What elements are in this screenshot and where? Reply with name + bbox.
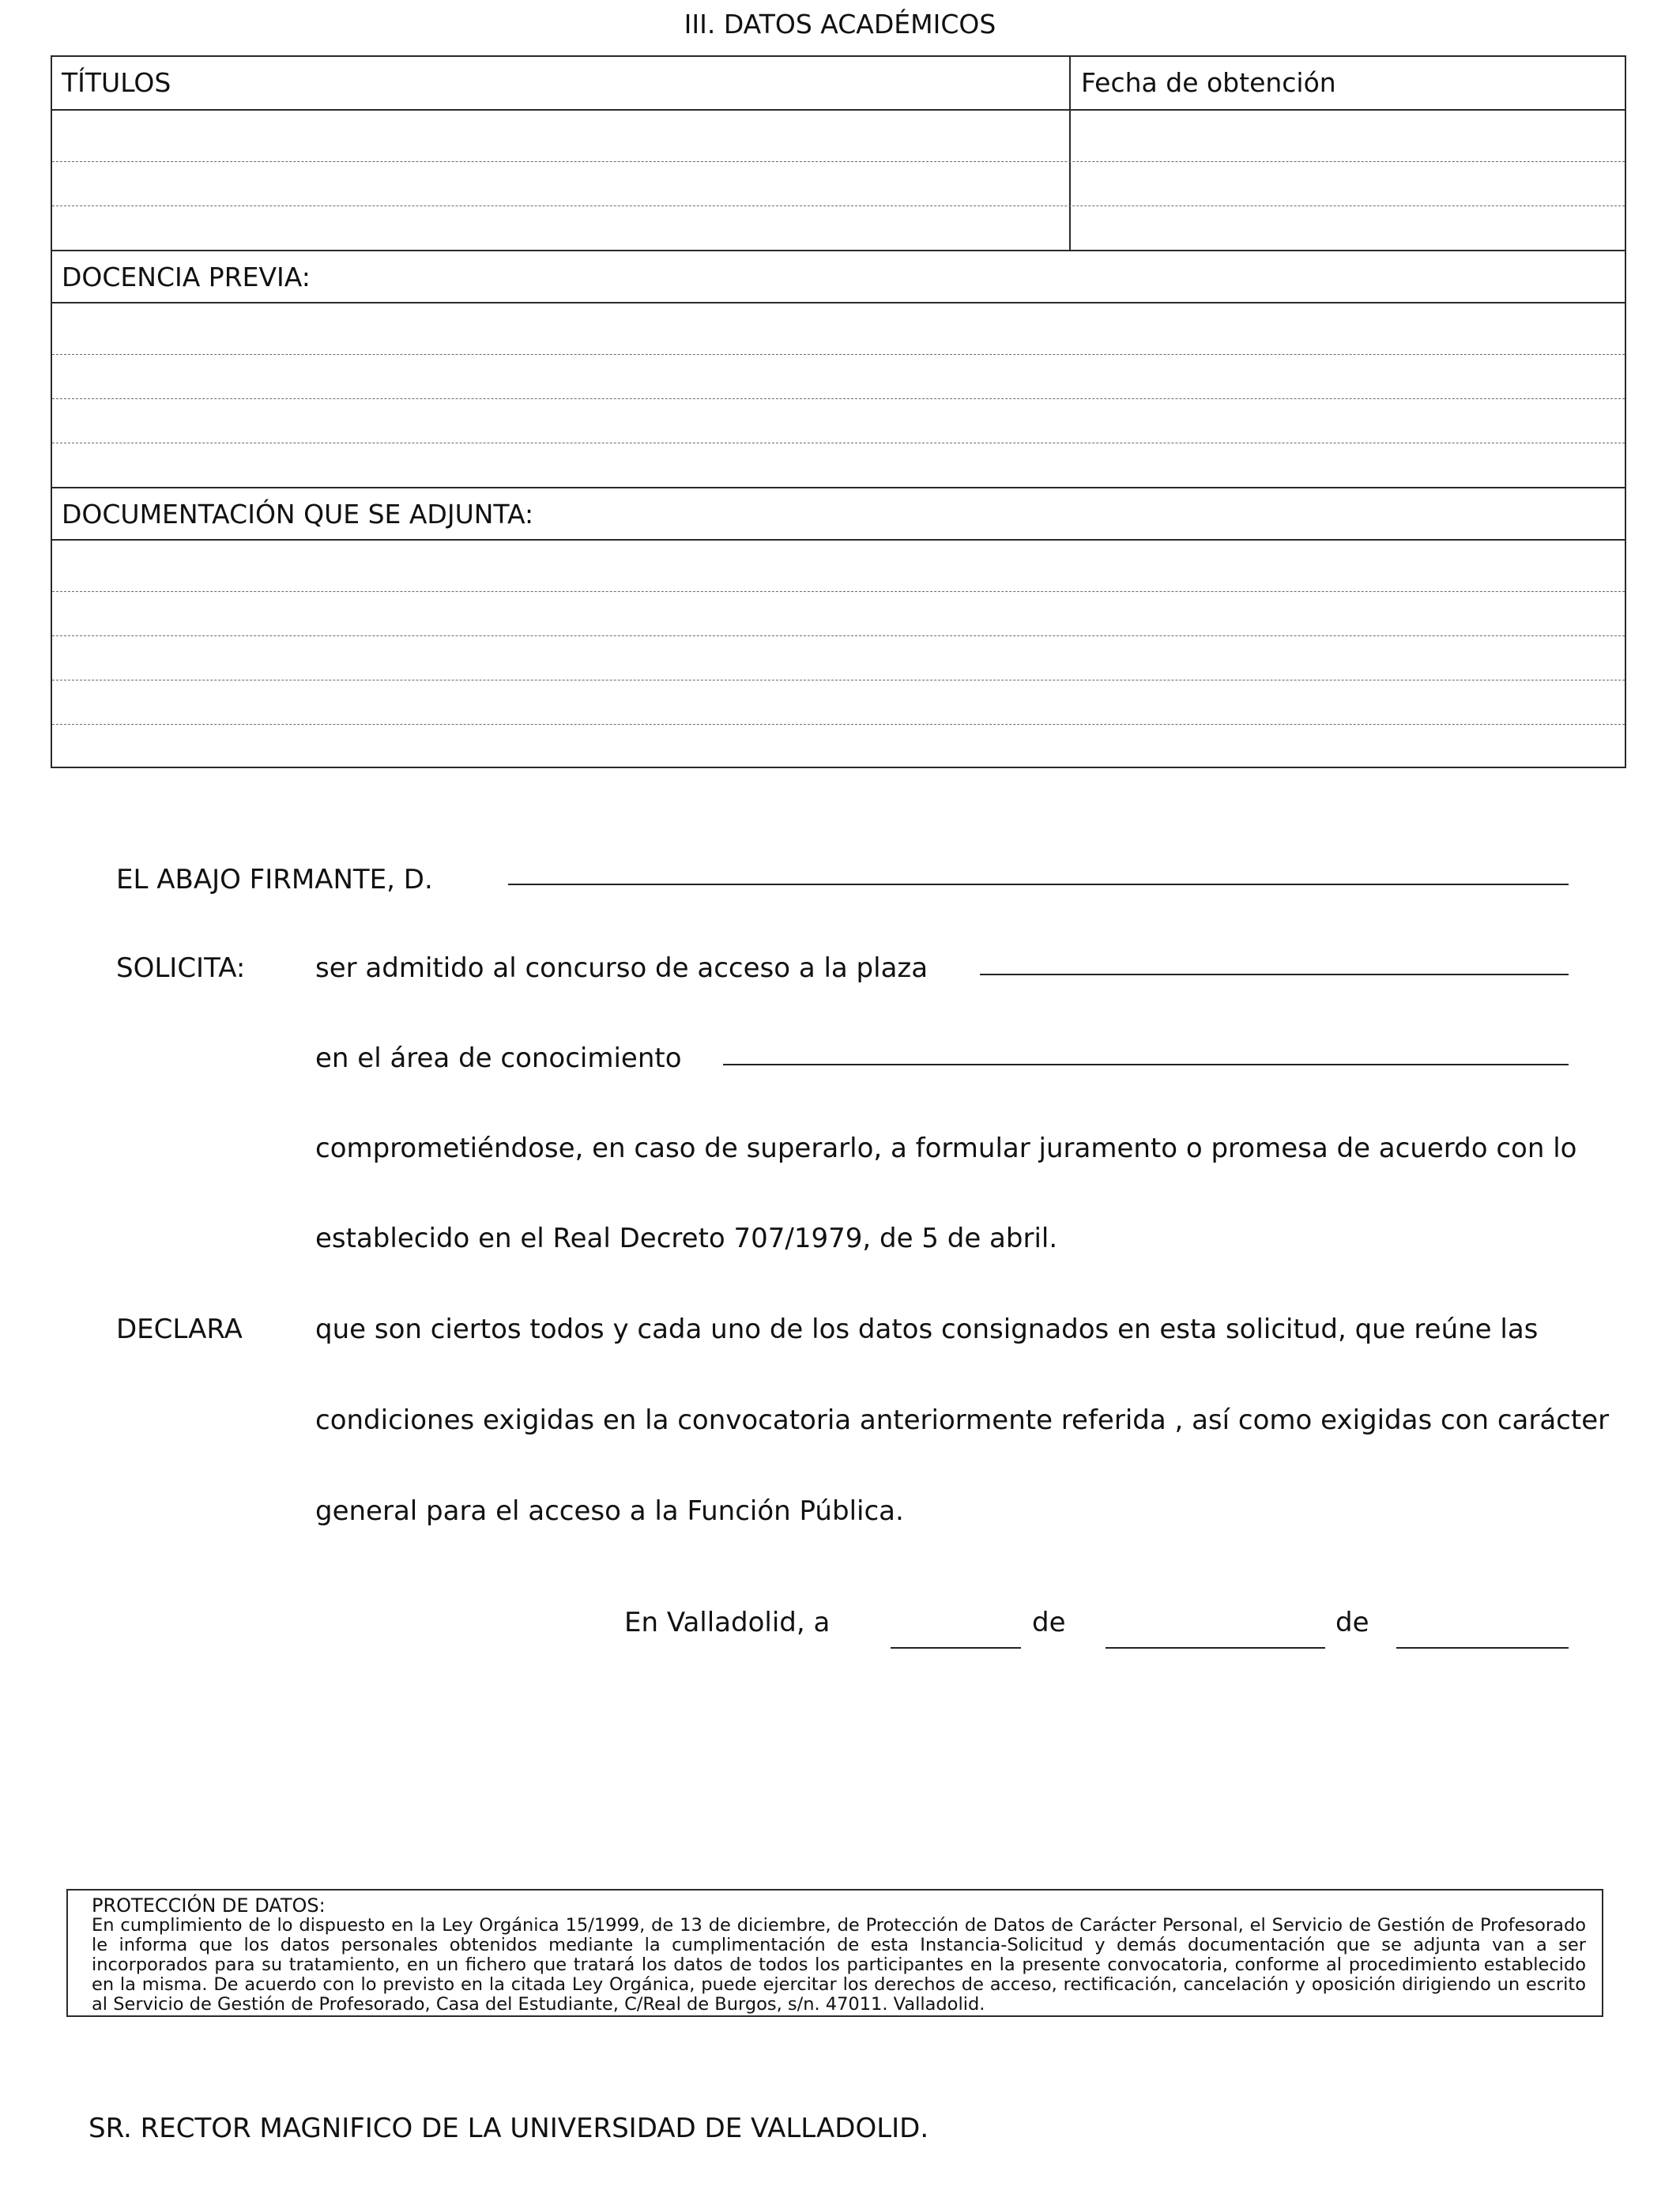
- titulos-entry-line[interactable]: [52, 161, 1625, 162]
- de-label-2: de: [1335, 1607, 1369, 1638]
- addressee: SR. RECTOR MAGNIFICO DE LA UNIVERSIDAD DE VALLADOLID.: [89, 2113, 929, 2144]
- table-rule: [52, 487, 1625, 488]
- solicita-label: SOLICITA:: [116, 952, 246, 984]
- declara-text-line-2: condiciones exigidas en la convocatoria anteriormente referida , así como exigidas con carácter: [315, 1404, 1610, 1436]
- data-protection-title: PROTECCIÓN DE DATOS:: [92, 1894, 326, 1917]
- titulos-entry-line[interactable]: [52, 205, 1625, 206]
- table-rule: [52, 539, 1625, 541]
- area-conocimiento-line[interactable]: [723, 1064, 1569, 1065]
- firmante-label: EL ABAJO FIRMANTE, D.: [116, 864, 433, 895]
- data-protection-text: En cumplimiento de lo dispuesto en la Ley Orgánica 15/1999, de 13 de diciembre, de Protección de Datos de Carácter Personal, el Servicio de Gestión de Profesorado le informa que los datos personales obtenidos mediante la cumplimentación de esta Instancia-Solicitud y demás documentación que se adjunta van a ser incorporados para su tratamiento, en un fichero que tratará los datos de todos los participantes en la presente convocatoria, conforme al procedimiento establecido en la misma. De acuerdo con lo previsto en la citada Ley Orgánica, puede ejercitar los derechos de acceso, rectificación, cancelación y oposición dirigiendo un escrito al Servicio de Gestión de Profesorado, Casa del Estudiante, C/Real de Burgos, s/n. 47011. Valladolid.: [92, 1915, 1586, 2015]
- plaza-line[interactable]: [980, 974, 1569, 975]
- fecha-obtencion-header: Fecha de obtención: [1081, 67, 1336, 98]
- column-divider: [1069, 57, 1071, 251]
- docencia-entry-line[interactable]: [52, 398, 1625, 399]
- docencia-entry-line[interactable]: [52, 354, 1625, 355]
- table-rule: [52, 302, 1625, 303]
- documentacion-entry-line[interactable]: [52, 591, 1625, 592]
- documentacion-adjunta-label: DOCUMENTACIÓN QUE SE ADJUNTA:: [62, 499, 534, 530]
- firmante-name-line[interactable]: [508, 884, 1569, 885]
- day-line[interactable]: [891, 1647, 1021, 1649]
- declara-text-line-1: que son ciertos todos y cada uno de los datos consignados en esta solicitud, que reúne las: [315, 1314, 1539, 1345]
- year-line[interactable]: [1396, 1647, 1569, 1649]
- table-rule: [52, 250, 1625, 251]
- section-title: III. DATOS ACADÉMICOS: [684, 9, 996, 40]
- docencia-previa-label: DOCENCIA PREVIA:: [62, 262, 311, 292]
- titulos-header: TÍTULOS: [62, 67, 171, 98]
- academic-data-table: [51, 55, 1626, 768]
- solicita-text-line-4: establecido en el Real Decreto 707/1979, de 5 de abril.: [315, 1223, 1058, 1254]
- month-line[interactable]: [1106, 1647, 1325, 1649]
- table-rule: [52, 109, 1625, 111]
- documentacion-entry-line[interactable]: [52, 724, 1625, 725]
- place-label: En Valladolid, a: [624, 1607, 831, 1638]
- documentacion-entry-line[interactable]: [52, 635, 1625, 636]
- solicita-text-line-3: comprometiéndose, en caso de superarlo, a formular juramento o promesa de acuerdo con lo: [315, 1133, 1577, 1164]
- de-label-1: de: [1032, 1607, 1066, 1638]
- solicita-text-line-2: en el área de conocimiento: [315, 1042, 682, 1074]
- data-protection-notice: [66, 1889, 1603, 2017]
- declara-text-line-3: general para el acceso a la Función Pública.: [315, 1495, 904, 1527]
- declara-label: DECLARA: [116, 1314, 243, 1345]
- solicita-text-line-1: ser admitido al concurso de acceso a la plaza: [315, 952, 929, 984]
